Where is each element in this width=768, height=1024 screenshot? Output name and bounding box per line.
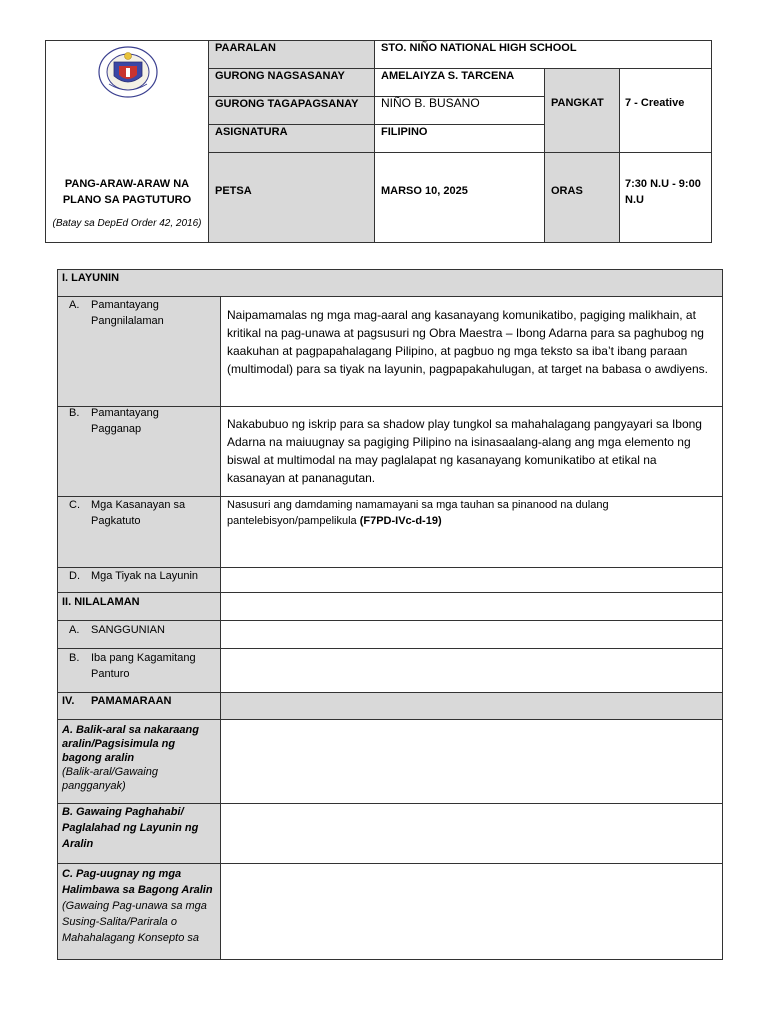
doc-subtitle: (Batay sa DepEd Order 42, 2016) (52, 218, 202, 229)
row-c-label: Mga Kasanayan sa Pagkatuto (91, 499, 186, 527)
oras-value: 7:30 N.U - 9:00 N.U (625, 178, 701, 206)
row-b-letter: B. (69, 407, 80, 419)
row-a-label: Pamantayang Pangnilalaman (91, 299, 164, 327)
deped-seal-logo (97, 46, 159, 98)
pamamaraan-c-label: C. Pag-uugnay ng mga Halimbawa sa Bagong Aralin (62, 868, 213, 896)
petsa-value: MARSO 10, 2025 (381, 185, 468, 197)
oras-label: ORAS (551, 185, 583, 197)
pamamaraan-b-label: B. Gawaing Paghahabi/ Paglalahad ng Layunin ng Aralin (62, 806, 199, 850)
pamamaraan-heading: PAMAMARAAN (91, 695, 172, 707)
row-c-code: (F7PD-IVc-d-19) (359, 515, 442, 527)
kagamitan-label: Iba pang Kagamitang Panturo (91, 652, 196, 680)
nilalaman-heading: II. NILALAMAN (62, 596, 140, 608)
sanggunian-label: SANGGUNIAN (91, 624, 165, 636)
gurong-tagapagsanay-value: NIÑO B. BUSANO (381, 96, 480, 110)
pamamaraan-a-cell (62, 723, 214, 793)
paaralan-value: STO. NIÑO NATIONAL HIGH SCHOOL (381, 42, 577, 54)
row-d-letter: D. (69, 570, 80, 582)
row-b-text: Nakabubuo ng iskrip para sa shadow play tungkol sa mahahalagang pangyayari sa Ibong Adarna na maiuugnay sa pagiging Pilipino na isinasaalang-alang ang mga elemento ng biswal at multimodal na may paglalapat ng kasanayang komunikatibo at etikal na kasanayan at pananagutan. (227, 417, 702, 485)
layunin-heading: I. LAYUNIN (62, 272, 120, 284)
pangkat-label: PANGKAT (551, 97, 604, 109)
gurong-tagapagsanay-label: GURONG TAGAPAGSANAY (215, 98, 359, 110)
sanggunian-letter: A. (69, 624, 80, 636)
petsa-label: PETSA (215, 185, 252, 197)
pamamaraan-num: IV. (62, 695, 75, 707)
pamamaraan-a-sub: (Balik-aral/Gawaing pangganyak) (62, 766, 158, 792)
pamamaraan-c-cell (62, 866, 214, 946)
row-b-label: Pamantayang Pagganap (91, 407, 159, 435)
doc-title: PANG-ARAW-ARAW NA PLANO SA PAGTUTURO (62, 178, 192, 206)
row-c-text-body: Nasusuri ang damdaming namamayani sa mga tauhan sa pinanood na dulang pantelebisyon/pampelikula (227, 499, 609, 527)
row-d-label: Mga Tiyak na Layunin (91, 570, 199, 582)
pangkat-value: 7 - Creative (625, 97, 685, 109)
gurong-nagsasanay-label: GURONG NAGSASANAY (215, 70, 345, 82)
asignatura-label: ASIGNATURA (215, 126, 288, 138)
paaralan-label: PAARALAN (215, 42, 276, 54)
row-c-text (227, 497, 717, 529)
row-a-letter: A. (69, 299, 80, 311)
row-a-text: Naipamamalas ng mga mag-aaral ang kasanayang komunikatibo, pagiging malikhain, at kritikal na pag-unawa at pagsusuri ng Obra Maestra – Ibong Adarna para sa paghubog ng kaakuhan at pagpapahalagang Pilipino, at pagbuo ng mga teksto sa iba’t ibang paraan (multimodal) para sa tiyak na layunin, pagpapakahulugan, at target na babasa o awdiyens. (227, 308, 708, 376)
pamamaraan-c-sub: (Gawaing Pag-unawa sa mga Susing-Salita/Parirala o Mahahalagang Konsepto sa (62, 900, 207, 944)
kagamitan-letter: B. (69, 652, 80, 664)
pamamaraan-a-label: A. Balik-aral sa nakaraang aralin/Pagsisimula ng bagong aralin (62, 724, 199, 764)
row-c-letter: C. (69, 499, 80, 511)
gurong-nagsasanay-value: AMELAIYZA S. TARCENA (381, 70, 515, 82)
asignatura-value: FILIPINO (381, 126, 428, 138)
